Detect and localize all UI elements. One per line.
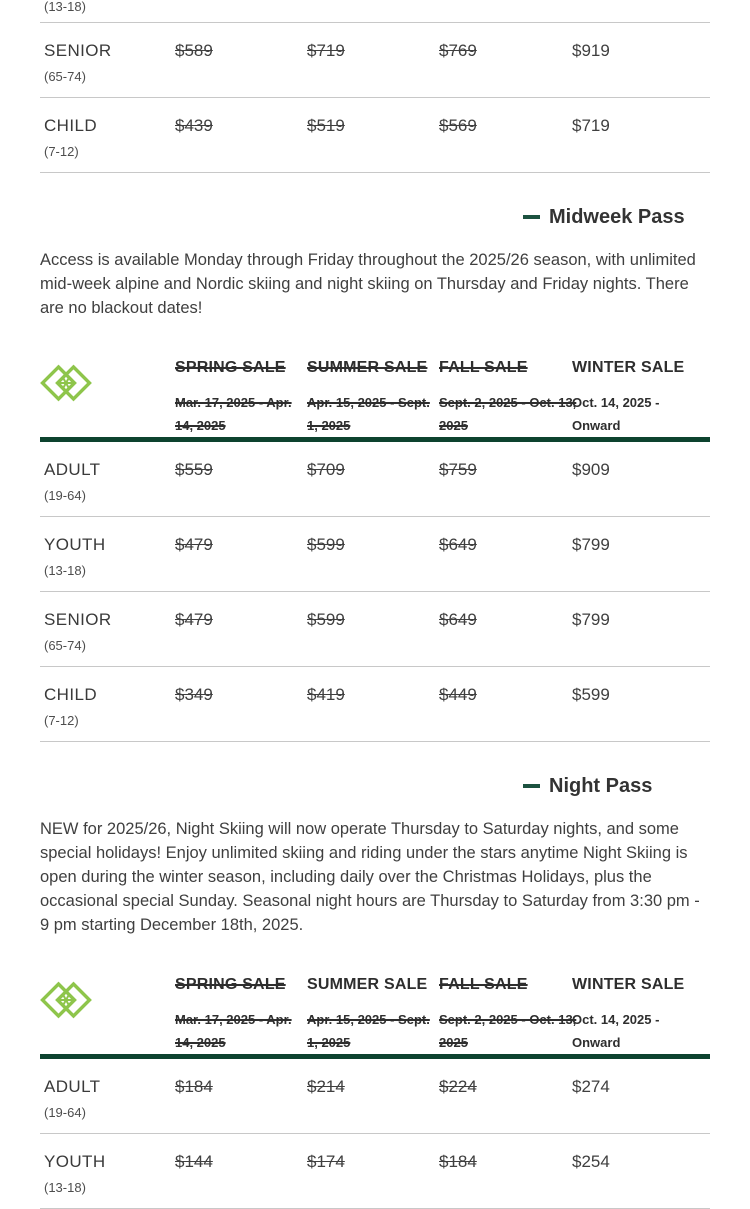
price-cell: $799 xyxy=(572,535,610,554)
category-age: (65-74) xyxy=(44,638,86,653)
column-date-line: Onward xyxy=(572,1035,621,1050)
column-date-line: Oct. 14, 2025 - xyxy=(572,1012,660,1027)
price-row-adult xyxy=(40,442,710,517)
column-header-spring: SPRING SALE Mar. 17, 2025 - Apr. 14, 2025 xyxy=(171,975,303,1054)
brand-diamond-logo-icon xyxy=(40,975,92,1027)
column-date-line: 2025 xyxy=(439,418,468,433)
column-date-line: 14, 2025 xyxy=(175,1035,226,1050)
price-cell: $719 xyxy=(572,116,610,135)
pass-description: Access is available Monday through Friday throughout the 2025/26 season, with unlimited mid-week alpine and Nordic skiing and night skiing on Thursday and Friday nights. There are no blackout dates! xyxy=(40,251,696,317)
price-cell: $479 xyxy=(175,535,213,554)
price-cell: $599 xyxy=(572,685,610,704)
column-header-fall: FALL SALE Sept. 2, 2025 - Oct. 13, 2025 xyxy=(435,358,568,437)
midweek-pass-price-table xyxy=(40,347,710,742)
category-label: CHILD xyxy=(44,685,98,704)
column-date-line: Sept. 2, 2025 - Oct. 13, xyxy=(439,395,577,410)
collapse-minus-icon xyxy=(523,215,540,219)
table-header-row xyxy=(40,347,710,442)
price-cell: $184 xyxy=(175,1077,213,1096)
category-label: SENIOR xyxy=(44,610,112,629)
category-age: (13-18) xyxy=(40,0,710,23)
category-label: YOUTH xyxy=(44,535,106,554)
column-header-spring: SPRING SALE Mar. 17, 2025 - Apr. 14, 2025 xyxy=(171,358,303,437)
price-cell: $274 xyxy=(572,1077,610,1096)
price-row-senior xyxy=(40,23,710,98)
price-cell: $649 xyxy=(439,610,477,629)
price-cell: $759 xyxy=(439,460,477,479)
category-age: (19-64) xyxy=(44,488,86,503)
price-cell: $919 xyxy=(572,41,610,60)
category-age: (65-74) xyxy=(44,69,86,84)
price-cell: $254 xyxy=(572,1152,610,1171)
category-label: CHILD xyxy=(44,116,98,135)
column-date-line: 1, 2025 xyxy=(307,1035,351,1050)
price-cell: $479 xyxy=(175,610,213,629)
price-cell: $449 xyxy=(439,685,477,704)
price-cell: $224 xyxy=(439,1077,477,1096)
category-label: ADULT xyxy=(44,460,101,479)
column-date-line: 2025 xyxy=(439,1035,468,1050)
column-header-summer: SUMMER SALE Apr. 15, 2025 - Sept. 1, 2025 xyxy=(303,975,435,1054)
price-cell: $799 xyxy=(572,610,610,629)
price-cell: $214 xyxy=(307,1077,345,1096)
column-date-line: Mar. 17, 2025 - Apr. xyxy=(175,395,292,410)
price-cell: $144 xyxy=(175,1152,213,1171)
price-cell: $519 xyxy=(307,116,345,135)
price-cell: $599 xyxy=(307,610,345,629)
night-pass-accordion-header[interactable] xyxy=(523,774,710,798)
price-cell: $649 xyxy=(439,535,477,554)
price-cell: $419 xyxy=(307,685,345,704)
category-age: (7-12) xyxy=(44,713,79,728)
pass-heading-label: Midweek Pass xyxy=(549,206,685,228)
column-date-line: Onward xyxy=(572,418,621,433)
table-header-row xyxy=(40,964,710,1059)
price-cell: $709 xyxy=(307,460,345,479)
price-cell: $589 xyxy=(175,41,213,60)
column-header-winter: WINTER SALE Oct. 14, 2025 - Onward xyxy=(568,975,710,1054)
column-header-fall: FALL SALE Sept. 2, 2025 - Oct. 13, 2025 xyxy=(435,975,568,1054)
price-cell: $599 xyxy=(307,535,345,554)
price-cell: $569 xyxy=(439,116,477,135)
season-pass-table-partial xyxy=(40,0,710,173)
column-date-line: Sept. 2, 2025 - Oct. 13, xyxy=(439,1012,577,1027)
price-row-senior xyxy=(40,592,710,667)
column-date-line: 14, 2025 xyxy=(175,418,226,433)
category-label: SENIOR xyxy=(44,41,112,60)
price-cell: $184 xyxy=(439,1152,477,1171)
price-cell: $439 xyxy=(175,116,213,135)
night-pass-price-table xyxy=(40,964,710,1209)
category-label: YOUTH xyxy=(44,1152,106,1171)
price-row-youth xyxy=(40,1134,710,1209)
price-cell: $349 xyxy=(175,685,213,704)
collapse-minus-icon xyxy=(523,784,540,788)
price-row-adult xyxy=(40,1059,710,1134)
price-row-child xyxy=(40,98,710,173)
price-row-child xyxy=(40,667,710,742)
column-date-line: Oct. 14, 2025 - xyxy=(572,395,660,410)
column-header-winter: WINTER SALE Oct. 14, 2025 - Onward xyxy=(568,358,710,437)
price-cell: $719 xyxy=(307,41,345,60)
pass-heading-label: Night Pass xyxy=(549,775,653,797)
column-header-summer: SUMMER SALE Apr. 15, 2025 - Sept. 1, 2025 xyxy=(303,358,435,437)
price-cell: $769 xyxy=(439,41,477,60)
column-date-line: Apr. 15, 2025 - Sept. xyxy=(307,1012,430,1027)
brand-diamond-logo-icon xyxy=(40,358,92,410)
midweek-pass-accordion-header[interactable] xyxy=(523,205,710,229)
category-age: (13-18) xyxy=(44,563,86,578)
column-date-line: 1, 2025 xyxy=(307,418,351,433)
price-cell: $174 xyxy=(307,1152,345,1171)
category-age: (13-18) xyxy=(44,1180,86,1195)
price-cell: $559 xyxy=(175,460,213,479)
column-date-line: Apr. 15, 2025 - Sept. xyxy=(307,395,430,410)
category-label: ADULT xyxy=(44,1077,101,1096)
category-age: (19-64) xyxy=(44,1105,86,1120)
price-cell: $909 xyxy=(572,460,610,479)
column-date-line: Mar. 17, 2025 - Apr. xyxy=(175,1012,292,1027)
price-row-youth xyxy=(40,517,710,592)
pass-description: NEW for 2025/26, Night Skiing will now operate Thursday to Saturday nights, and some special holidays! Enjoy unlimited skiing and riding under the stars anytime Night Skiing is open during the winter season, including daily over the Christmas Holidays, plus the occasional special Sunday. Seasonal night hours are Thursday to Saturday from 3:30 pm - 9 pm starting December 18th, 2025. xyxy=(40,820,700,934)
category-age: (7-12) xyxy=(44,144,79,159)
